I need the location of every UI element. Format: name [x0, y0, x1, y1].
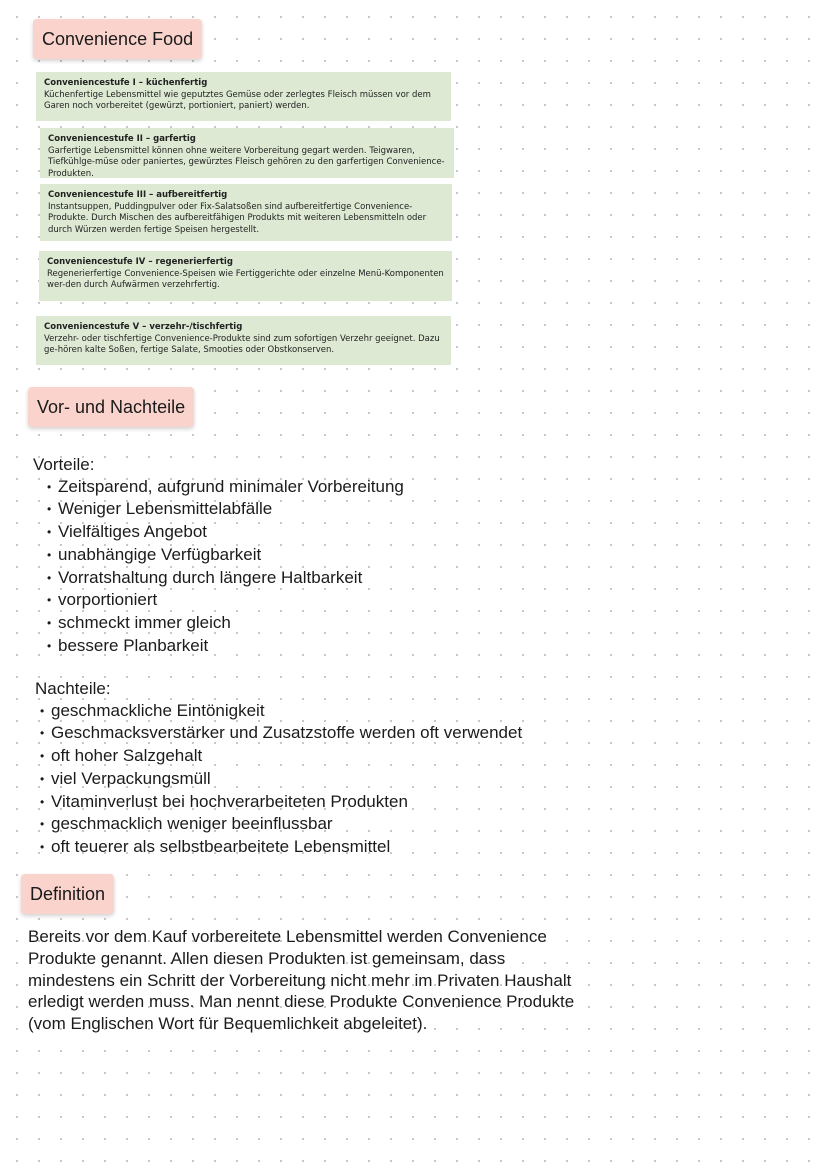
disadvantages-block	[35, 678, 522, 859]
list-item: • Geschmacksverstärker und Zusatzstoffe werden oft verwendet	[40, 722, 522, 745]
heading-convenience-food: Convenience Food	[33, 19, 202, 59]
advantages-list	[33, 476, 404, 658]
level-box-5	[36, 316, 451, 365]
advantages-label: Vorteile:	[33, 455, 95, 474]
heading-pros-cons: Vor- und Nachteile	[28, 387, 194, 427]
level-title: Conveniencestufe V – verzehr-/tischfertig	[44, 322, 243, 332]
level-text: Regenerierfertige Convenience-Speisen wie Fertiggerichte oder einzelne Menü-Komponenten wer-den durch Aufwärmen verzehrfertig.	[47, 268, 444, 291]
list-item: • oft hoher Salzgehalt	[40, 745, 522, 768]
level-title: Conveniencestufe IV – regenerierfertig	[47, 257, 233, 267]
level-box-3	[40, 184, 452, 241]
level-box-1	[36, 72, 451, 121]
list-item: • vorportioniert	[47, 589, 404, 612]
heading-definition: Definition	[21, 874, 114, 914]
level-title: Conveniencestufe II – garfertig	[48, 134, 196, 144]
list-item: • Weniger Lebensmittelabfälle	[47, 498, 404, 521]
definition-text: Bereits vor dem Kauf vorbereitete Lebensmittel werden Convenience Produkte genannt. Allen diesen Produkten ist gemeinsam, dass mindestens ein Schritt der Vorbereitung nicht mehr im Privaten Haushalt erledigt werden muss. Man nennt diese Produkte Convenience Produkte (vom Englischen Wort für Bequemlichkeit abgeleitet).	[28, 927, 575, 1034]
level-text: Küchenfertige Lebensmittel wie geputztes Gemüse oder zerlegtes Fleisch müssen vor dem Garen noch vorbereitet (gewürzt, portioniert, paniert) werden.	[44, 89, 431, 112]
list-item: • Vorratshaltung durch längere Haltbarkeit	[47, 567, 404, 590]
list-item: • geschmackliche Eintönigkeit	[40, 700, 522, 723]
level-title: Conveniencestufe III – aufbereitfertig	[48, 190, 228, 200]
level-box-2	[40, 128, 454, 178]
list-item: • geschmacklich weniger beeinflussbar	[40, 813, 522, 836]
list-item: • Zeitsparend, aufgrund minimaler Vorbereitung	[47, 476, 404, 499]
disadvantages-list	[35, 700, 522, 859]
level-text: Garfertige Lebensmittel können ohne weitere Vorbereitung gegart werden. Teigwaren, Tiefkühlge-müse oder paniertes, gewürztes Fleisch gehören zu den garfertigen Convenience-Produkten.	[48, 145, 445, 179]
level-box-4	[39, 251, 452, 301]
list-item: • bessere Planbarkeit	[47, 635, 404, 658]
list-item: • viel Verpackungsmüll	[40, 768, 522, 791]
advantages-block	[33, 454, 404, 657]
list-item: • schmeckt immer gleich	[47, 612, 404, 635]
list-item: • Vielfältiges Angebot	[47, 521, 404, 544]
list-item: • Vitaminverlust bei hochverarbeiteten Produkten	[40, 791, 522, 814]
level-text: Instantsuppen, Puddingpulver oder Fix-Salatsoßen sind aufbereitfertige Convenience-Produkte. Durch Mischen des aufbereitfähigen Produkts mit weiteren Lebensmitteln oder durch Würzen werden fertige Speisen hergestellt.	[48, 201, 427, 235]
level-text: Verzehr- oder tischfertige Convenience-Produkte sind zum sofortigen Verzehr geeignet. Dazu ge-hören kalte Soßen, fertige Salate, Smooties oder Obstkonserven.	[44, 333, 440, 356]
list-item: • oft teuerer als selbstbearbeitete Lebensmittel	[40, 836, 522, 859]
list-item: • unabhängige Verfügbarkeit	[47, 544, 404, 567]
disadvantages-label: Nachteile:	[35, 679, 111, 698]
level-title: Conveniencestufe I – küchenfertig	[44, 78, 208, 88]
